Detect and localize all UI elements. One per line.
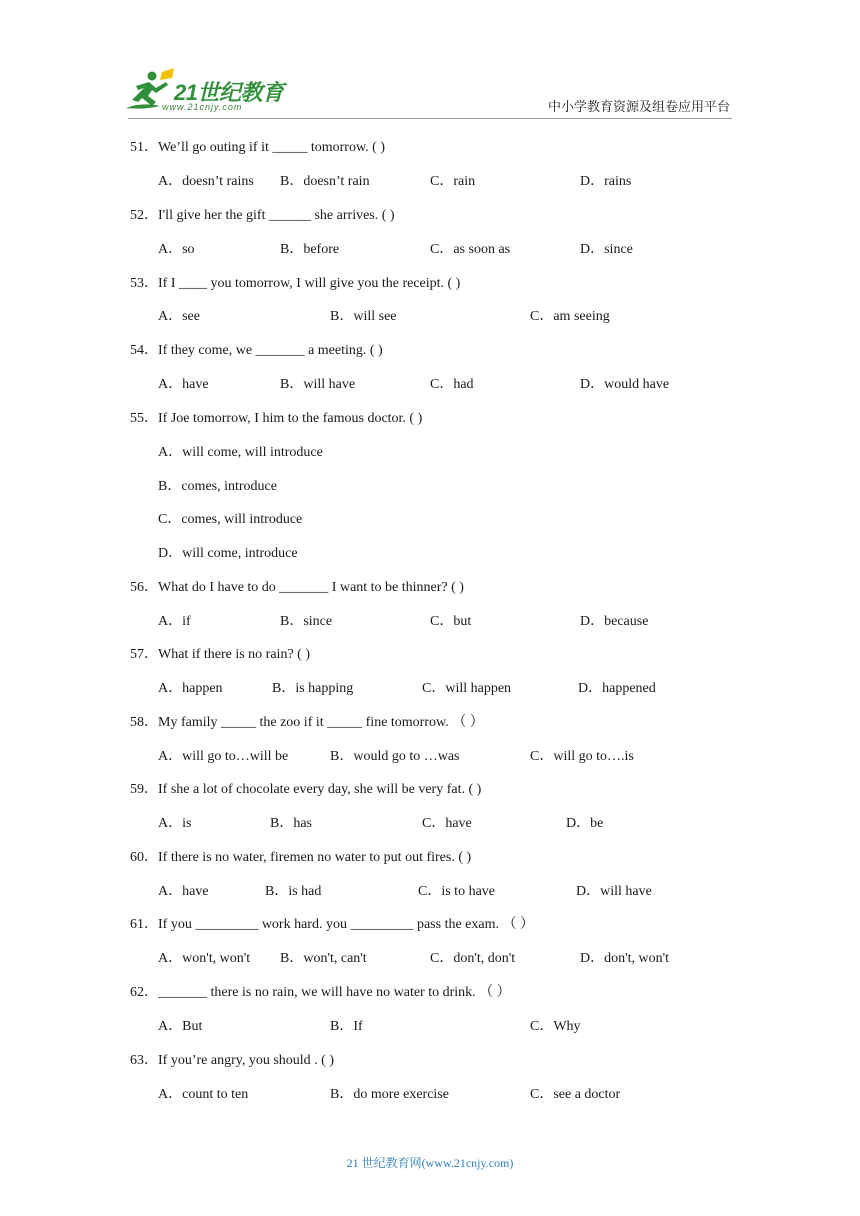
question-stem: 55．If Joe tomorrow, I him to the famous doctor. ( ) bbox=[130, 411, 423, 426]
options-55-b bbox=[0, 478, 860, 496]
option-b[interactable]: B．do more exercise bbox=[330, 1087, 449, 1102]
option-a[interactable]: A．happen bbox=[158, 681, 223, 696]
logo-url: www.21cnjy.com bbox=[162, 102, 243, 112]
question-stem: 60．If there is no water, firemen no water to put out fires. ( ) bbox=[130, 850, 472, 865]
option-d[interactable]: D．because bbox=[580, 614, 649, 629]
options-55-d bbox=[0, 545, 860, 563]
question-58 bbox=[0, 714, 860, 732]
option-d[interactable]: D．since bbox=[580, 242, 633, 257]
option-c[interactable]: C．am seeing bbox=[530, 309, 610, 324]
option-d[interactable]: D．happened bbox=[578, 681, 656, 696]
option-b[interactable]: B．since bbox=[280, 614, 333, 629]
question-61 bbox=[0, 916, 860, 934]
options-55-c bbox=[0, 511, 860, 529]
option-b[interactable]: B．If bbox=[330, 1019, 363, 1034]
option-c[interactable]: C．but bbox=[430, 614, 472, 629]
option-a[interactable]: A．won't, won't bbox=[158, 951, 251, 966]
question-52 bbox=[0, 207, 860, 225]
question-stem: 59．If she a lot of chocolate every day, she will be very fat. ( ) bbox=[130, 782, 482, 797]
option-a[interactable]: A．will come, will introduce bbox=[158, 445, 323, 460]
option-a[interactable]: A．will go to…will be bbox=[158, 749, 289, 764]
question-stem: 57．What if there is no rain? ( ) bbox=[130, 647, 310, 662]
option-c[interactable]: C．don't, don't bbox=[430, 951, 516, 966]
options-59 bbox=[0, 815, 860, 833]
options-54 bbox=[0, 376, 860, 394]
option-b[interactable]: B．comes, introduce bbox=[158, 479, 277, 494]
question-60 bbox=[0, 849, 860, 867]
question-stem: 63．If you’re angry, you should . ( ) bbox=[130, 1053, 334, 1068]
options-52 bbox=[0, 241, 860, 259]
option-b[interactable]: B．won't, can't bbox=[280, 951, 367, 966]
option-c[interactable]: C．is to have bbox=[418, 884, 495, 899]
option-b[interactable]: B．would go to …was bbox=[330, 749, 460, 764]
option-c[interactable]: C．see a doctor bbox=[530, 1087, 621, 1102]
option-d[interactable]: D．be bbox=[566, 816, 604, 831]
question-63 bbox=[0, 1052, 860, 1070]
options-58 bbox=[0, 748, 860, 766]
question-54 bbox=[0, 342, 860, 360]
option-d[interactable]: D．don't, won't bbox=[580, 951, 670, 966]
option-a[interactable]: A．have bbox=[158, 377, 209, 392]
option-a[interactable]: A．have bbox=[158, 884, 209, 899]
question-59 bbox=[0, 781, 860, 799]
question-stem: 53．If I ____ you tomorrow, I will give you the receipt. ( ) bbox=[130, 276, 461, 291]
option-c[interactable]: C．comes, will introduce bbox=[158, 512, 303, 527]
question-55 bbox=[0, 410, 860, 428]
options-60 bbox=[0, 883, 860, 901]
option-a[interactable]: A．doesn’t rains bbox=[158, 174, 254, 189]
page-footer[interactable]: 21 世纪教育网(www.21cnjy.com) bbox=[346, 1156, 514, 1170]
option-a[interactable]: A．But bbox=[158, 1019, 203, 1034]
option-b[interactable]: B．will see bbox=[330, 309, 397, 324]
options-63 bbox=[0, 1086, 860, 1104]
options-57 bbox=[0, 680, 860, 698]
question-62 bbox=[0, 984, 860, 1002]
option-a[interactable]: A．see bbox=[158, 309, 200, 324]
options-55-a bbox=[0, 444, 860, 462]
option-b[interactable]: B．before bbox=[280, 242, 340, 257]
question-stem: 56．What do I have to do _______ I want to be thinner? ( ) bbox=[130, 580, 464, 595]
options-61 bbox=[0, 950, 860, 968]
option-d[interactable]: D．will come, introduce bbox=[158, 546, 298, 561]
option-a[interactable]: A．if bbox=[158, 614, 191, 629]
option-b[interactable]: B．doesn’t rain bbox=[280, 174, 370, 189]
option-c[interactable]: C．will happen bbox=[422, 681, 512, 696]
option-c[interactable]: C．Why bbox=[530, 1019, 581, 1034]
site-logo bbox=[122, 66, 297, 116]
question-51 bbox=[0, 139, 860, 157]
option-c[interactable]: C．had bbox=[430, 377, 474, 392]
option-c[interactable]: C．rain bbox=[430, 174, 476, 189]
option-a[interactable]: A．count to ten bbox=[158, 1087, 249, 1102]
question-56 bbox=[0, 579, 860, 597]
option-c[interactable]: C．have bbox=[422, 816, 472, 831]
option-a[interactable]: A．is bbox=[158, 816, 192, 831]
option-c[interactable]: C．will go to….is bbox=[530, 749, 634, 764]
question-stem: 54．If they come, we _______ a meeting. ( ) bbox=[130, 343, 383, 358]
option-a[interactable]: A．so bbox=[158, 242, 195, 257]
header-divider bbox=[128, 118, 732, 119]
platform-name: 中小学教育资源及组卷应用平台 bbox=[547, 99, 730, 114]
question-stem: 61．If you _________ work hard. you _________ pass the exam. （ ） bbox=[130, 917, 535, 932]
option-b[interactable]: B．will have bbox=[280, 377, 356, 392]
options-53 bbox=[0, 308, 860, 326]
option-d[interactable]: D．rains bbox=[580, 174, 632, 189]
options-51 bbox=[0, 173, 860, 191]
option-b[interactable]: B．has bbox=[270, 816, 312, 831]
logo-text: 21世纪教育 bbox=[174, 80, 284, 105]
question-stem: 62．_______ there is no rain, we will have no water to drink. （ ） bbox=[130, 985, 511, 1000]
option-d[interactable]: D．would have bbox=[580, 377, 670, 392]
option-b[interactable]: B．is happing bbox=[272, 681, 354, 696]
question-stem: 52．I'll give her the gift ______ she arrives. ( ) bbox=[130, 208, 395, 223]
option-d[interactable]: D．will have bbox=[576, 884, 652, 899]
options-62 bbox=[0, 1018, 860, 1036]
option-c[interactable]: C．as soon as bbox=[430, 242, 511, 257]
question-stem: 58．My family _____ the zoo if it _____ fine tomorrow. （ ） bbox=[130, 715, 484, 730]
question-53 bbox=[0, 275, 860, 293]
options-56 bbox=[0, 613, 860, 631]
option-b[interactable]: B．is had bbox=[265, 884, 322, 899]
question-stem: 51．We’ll go outing if it _____ tomorrow. ( ) bbox=[130, 140, 385, 155]
question-57 bbox=[0, 646, 860, 664]
